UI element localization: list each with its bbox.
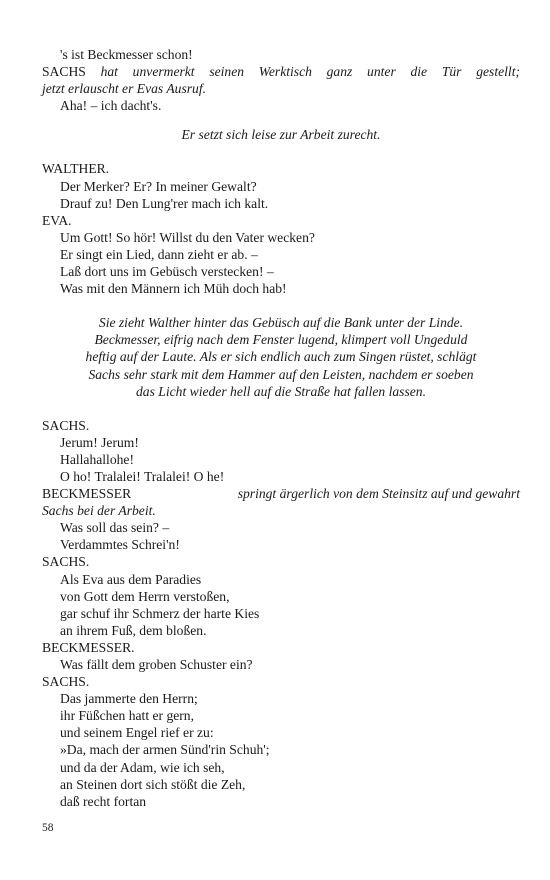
verse-line: von Gott dem Herrn verstoßen, (60, 588, 230, 604)
verse-line: Der Merker? Er? In meiner Gewalt? (60, 178, 257, 194)
verse-line: Aha! – ich dacht's. (60, 98, 162, 114)
speaker-name: BECKMESSER. (42, 639, 135, 655)
stage-direction-block (42, 314, 520, 399)
verse-line: Verdammtes Schrei'n! (60, 537, 180, 553)
stage-direction-text: hat unvermerkt seinen Werktisch ganz unter die Tür gestellt; (100, 64, 520, 80)
stage-direction-line: Sie zieht Walther hinter das Gebüsch auf die Bank unter der Linde. (98, 315, 464, 331)
page-number: 58 (42, 822, 54, 834)
verse-line: 's ist Beckmesser schon! (60, 47, 193, 62)
verse-line: und seinem Engel rief er zu: (60, 725, 214, 741)
speaker-name: WALTHER. (42, 161, 110, 177)
verse-line: Jerum! Jerum! (60, 434, 139, 450)
stage-direction-centered: Er setzt sich leise zur Arbeit zurecht. (181, 127, 381, 143)
speaker-name: SACHS. (42, 417, 90, 433)
speaker-name: BECKMESSER (42, 486, 132, 502)
stage-direction-line (42, 63, 520, 80)
verse-line: Was soll das sein? – (60, 520, 170, 536)
speaker-name: SACHS (42, 64, 86, 80)
speaker-name: SACHS. (42, 674, 90, 690)
stage-direction-line: Sachs bei der Arbeit. (42, 503, 156, 519)
verse-line: daß recht fortan (60, 793, 147, 809)
speaker-name: SACHS. (42, 554, 90, 570)
verse-line: gar schuf ihr Schmerz der harte Kies (60, 605, 260, 621)
verse-line: Was fällt dem groben Schuster ein? (60, 657, 253, 672)
verse-line: an Steinen dort sich stößt die Zeh, (60, 776, 246, 792)
stage-direction-line: Beckmesser, eifrig nach dem Fenster lugend, klimpert voll Ungeduld (94, 332, 468, 348)
stage-direction-line (42, 485, 520, 502)
verse-line: Als Eva aus dem Paradies (60, 571, 202, 587)
stage-direction-line: Sachs sehr stark mit dem Hammer auf den Leisten, nachdem er soeben (88, 366, 474, 382)
stage-direction-line: das Licht wieder hell auf die Straße hat fallen lassen. (136, 383, 426, 399)
verse-line: Was mit den Männern ich Müh doch hab! (60, 281, 287, 297)
verse-line: an ihrem Fuß, dem bloßen. (60, 622, 207, 638)
speaker-name: EVA. (42, 212, 72, 228)
verse-line: »Da, mach der armen Sünd'rin Schuh'; (60, 742, 270, 758)
verse-line: und da der Adam, wie ich seh, (60, 759, 225, 775)
verse-line: Hallahallohe! (60, 451, 134, 467)
stage-direction-text: springt ärgerlich von dem Steinsitz auf und gewahrt (237, 486, 520, 502)
verse-line: Drauf zu! Den Lung'rer mach ich kalt. (60, 195, 269, 211)
stage-direction-line: jetzt erlauscht er Evas Ausruf. (42, 81, 206, 97)
verse-line: Er singt ein Lied, dann zieht er ab. – (60, 246, 258, 262)
libretto-page (42, 46, 520, 810)
verse-line: O ho! Tralalei! Tralalei! O he! (60, 468, 225, 484)
verse-line: Das jammerte den Herrn; (60, 691, 198, 707)
verse-line: Um Gott! So hör! Willst du den Vater wecken? (60, 229, 315, 245)
verse-line: ihr Füßchen hatt er gern, (60, 708, 195, 724)
stage-direction-line: heftig auf der Laute. Als er sich endlich auch zum Singen rüstet, schlägt (85, 349, 477, 365)
verse-line: Laß dort uns im Gebüsch verstecken! – (60, 264, 274, 280)
